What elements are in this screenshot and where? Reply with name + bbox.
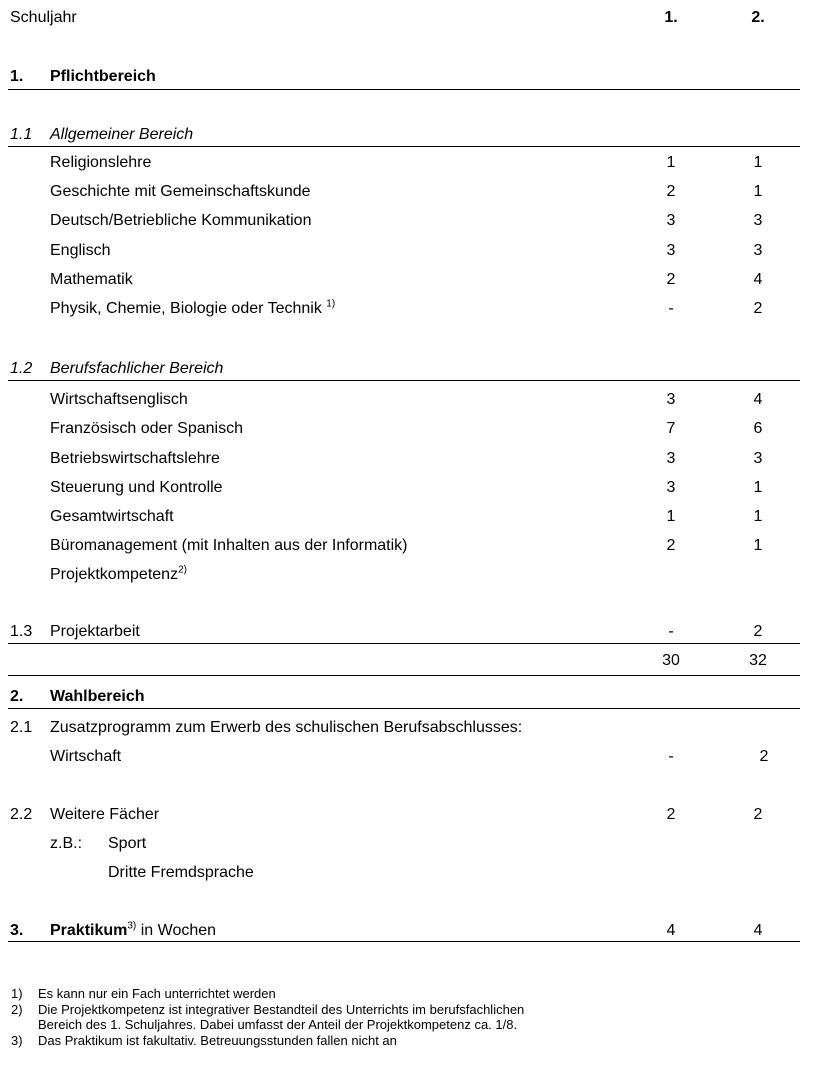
section12-title: Berufsfachlicher Bereich — [50, 360, 224, 377]
hours-year1: - — [668, 748, 674, 765]
hours-year2: 4 — [753, 271, 763, 288]
footnote-number: 1) — [11, 986, 23, 1001]
subject-label: Steuerung und Kontrolle — [50, 479, 223, 496]
hours-year1: 1 — [666, 154, 676, 171]
hours-year1: - — [668, 300, 674, 317]
section22-label: Weitere Fächer — [50, 806, 160, 823]
section2-title: Wahlbereich — [50, 688, 145, 705]
footnote-text: Es kann nur ein Fach unterrichtet werden — [38, 986, 276, 1001]
divider — [8, 941, 800, 942]
subject-label: Büromanagement (mit Inhalten aus der Informatik) — [50, 537, 408, 554]
subject-label: Physik, Chemie, Biologie oder Technik $^{1)}$ — [50, 298, 336, 317]
hours-year1: 7 — [666, 420, 676, 437]
example-prefix: z.B.: — [50, 835, 83, 852]
section22-number: 2.2 — [10, 806, 33, 823]
subject-label: Wirtschaftsenglisch — [50, 391, 188, 408]
hours-year2: 3 — [753, 212, 763, 229]
divider — [8, 643, 800, 644]
section21-sub: Wirtschaft — [50, 748, 122, 765]
divider — [8, 146, 800, 147]
divider — [8, 380, 800, 381]
section1-title: Pflichtbereich — [50, 68, 156, 85]
subject-label: Projektkompetenz$^{2)}$ — [50, 564, 187, 583]
hours-year1: 3 — [666, 212, 676, 229]
footnote-number: 3) — [11, 1033, 23, 1048]
footnote-ref: 3) — [127, 920, 137, 932]
hours-year2: 4 — [753, 391, 763, 408]
subject-label: Mathematik — [50, 271, 133, 288]
hours-year2: 3 — [753, 242, 763, 259]
subject-label: Deutsch/Betriebliche Kommunikation — [50, 212, 312, 229]
total-year2: 32 — [749, 652, 767, 669]
hours-year2: 1 — [753, 479, 763, 496]
total-year1: 30 — [662, 652, 680, 669]
hours-year2: 1 — [753, 508, 763, 525]
section3-title: Praktikum$^{3)}$ in Wochen — [50, 920, 217, 939]
hours-year1: 3 — [666, 450, 676, 467]
subject-label: Französisch oder Spanisch — [50, 420, 243, 437]
hours-year2: 6 — [753, 420, 763, 437]
example-item: Sport — [108, 835, 147, 852]
section12-number: 1.2 — [10, 360, 33, 377]
hours-year2: 2 — [753, 300, 763, 317]
subject-label: Betriebswirtschaftslehre — [50, 450, 220, 467]
example-item: Dritte Fremdsprache — [108, 864, 254, 881]
subject-label: Geschichte mit Gemeinschaftskunde — [50, 183, 311, 200]
hours-year1: 4 — [666, 922, 676, 939]
section21-label: Zusatzprogramm zum Erwerb des schulischen Berufsabschlusses: — [50, 719, 523, 736]
hours-year1: 3 — [666, 242, 676, 259]
divider — [8, 708, 800, 709]
hours-year2: 2 — [753, 623, 763, 640]
hours-year1: 1 — [666, 508, 676, 525]
section13-label: Projektarbeit — [50, 623, 140, 640]
footnote-number: 2) — [11, 1002, 23, 1017]
header-label: Schuljahr — [10, 9, 77, 26]
section11-number: 1.1 — [10, 126, 33, 143]
hours-year2: 1 — [753, 183, 763, 200]
footnote-text: Das Praktikum ist fakultativ. Betreuungsstunden fallen nicht an — [38, 1033, 397, 1048]
header-col1: 1. — [664, 9, 678, 26]
section1-number: 1. — [10, 68, 24, 85]
header-col2: 2. — [751, 9, 765, 26]
hours-year2: 1 — [753, 154, 763, 171]
hours-year2: 2 — [759, 748, 769, 765]
footnote-text: Bereich des 1. Schuljahres. Dabei umfasst der Anteil der Projektkompetenz ca. 1/8. — [38, 1017, 518, 1032]
hours-year1: 2 — [666, 183, 676, 200]
hours-year1: 2 — [666, 806, 676, 823]
footnote-text: Die Projektkompetenz ist integrativer Bestandteil des Unterrichts im berufsfachlichen — [38, 1002, 525, 1017]
divider — [8, 675, 800, 676]
section3-number: 3. — [10, 922, 24, 939]
hours-year2: 4 — [753, 922, 763, 939]
hours-year1: 3 — [666, 391, 676, 408]
footnote-ref: 2) — [178, 564, 187, 576]
footnote-ref: 1) — [326, 298, 336, 310]
hours-year2: 1 — [753, 537, 763, 554]
hours-year1: 2 — [666, 271, 676, 288]
subject-label: Gesamtwirtschaft — [50, 508, 174, 525]
hours-year1: 2 — [666, 537, 676, 554]
hours-year1: 3 — [666, 479, 676, 496]
section11-title: Allgemeiner Bereich — [50, 126, 194, 143]
section13-number: 1.3 — [10, 623, 33, 640]
hours-year2: 3 — [753, 450, 763, 467]
hours-year2: 2 — [753, 806, 763, 823]
subject-label: Religionslehre — [50, 154, 152, 171]
hours-year1: - — [668, 623, 674, 640]
section21-number: 2.1 — [10, 719, 33, 736]
subject-label: Englisch — [50, 242, 111, 259]
section2-number: 2. — [10, 688, 24, 705]
divider — [8, 89, 800, 90]
